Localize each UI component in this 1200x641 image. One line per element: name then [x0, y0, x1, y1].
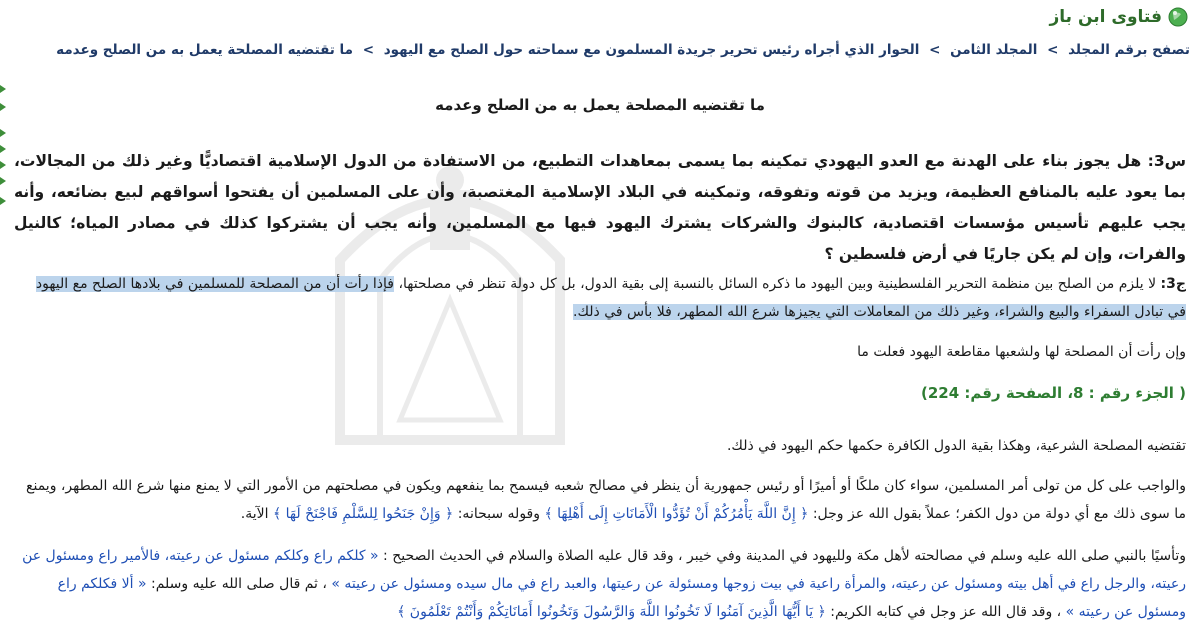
- quran-verse-1[interactable]: ﴿ إِنَّ اللَّهَ يَأْمُرُكُمْ أَنْ تُؤَدُّوا الْأَمَانَاتِ إِلَى أَهْلِهَا ﴾: [544, 506, 809, 522]
- rail-marker-icon: [0, 145, 6, 153]
- breadcrumb-item-volume[interactable]: المجلد الثامن: [950, 42, 1038, 58]
- rail-marker-icon: [0, 129, 6, 137]
- paragraph-4: [14, 472, 1186, 528]
- paragraph-4-start: والواجب على كل من تولى أمر المسلمين، سواء كان ملكًا أو أميرًا أو رئيس جمهورية أن ينظر في مصالح شعبه فيسمح بما ينفعهم ويكون في مصلحتهم من الأمور التي لا يمنع منها شرع الله المطهر، ويمنع ما سوى ذلك مع أي دولة من دول الكفر؛ عملاً بقول الله عز وجل:: [26, 478, 1186, 522]
- quran-verse-2[interactable]: ﴿ وَإِنْ جَنَحُوا لِلسَّلْمِ فَاجْنَحْ لَهَا ﴾: [272, 506, 454, 522]
- breadcrumb-item-browse[interactable]: تصفح برقم المجلد: [1068, 42, 1190, 58]
- paragraph-3: تقتضيه المصلحة الشرعية، وهكذا بقية الدول الكافرة حكمها حكم اليهود في ذلك.: [726, 438, 1186, 454]
- rail-marker-icon: [0, 161, 6, 169]
- paragraph-4-end: الآية.: [240, 506, 273, 522]
- breadcrumb: [56, 42, 1190, 58]
- question-text: س3: هل يجوز بناء على الهدنة مع العدو اليهودي تمكينه بما يسمى بمعاهدات التطبيع، من الاستفادة من الدول الإسلامية اقتصاديًّا وغير ذلك من المجالات، بما يعود عليه بالمنافع العظيمة، ويزيد من قوته وتفوقه، وتمكينه في البلاد الإسلامية المغتصبة، وأن على المسلمين أن يفتحوا أسواقهم لبيع بضائعه، وأنه يجب عليهم تأسيس مؤسسات اقتصادية، كالبنوك والشركات يشترك اليهود فيها مع المسلمين، وأنه يجب أن يشتركوا كذلك في مصادر المياه؛ كالنيل والفرات، وإن لم يكن جاريًا في أرض فلسطين ؟: [14, 152, 1186, 263]
- paragraph-4-mid: وقوله سبحانه:: [453, 506, 545, 522]
- quran-verse-3[interactable]: ﴿ يَا أَيُّهَا الَّذِينَ آمَنُوا لَا تَخُونُوا اللَّهَ وَالرَّسُولَ وَتَخُونُوا أَمَانَاتِكُمْ وَأَنْتُمْ تَعْلَمُونَ ﴾: [397, 604, 826, 620]
- hadith-1[interactable]: « كلكم راع وكلكم مسئول عن رعيته، فالأمير راع ومسئول عن رعيته، والرجل راع في أهل بيته ومسئول عن رعيته، والمرأة راعية في بيت زوجها ومسئولة عن رعيتها، والعبد راع في مال سيده ومسئول عن رعيته »: [22, 548, 1186, 592]
- answer-label: ج3:: [1160, 276, 1186, 292]
- hadith-2[interactable]: « ألا فكلكم راع ومسئول عن رعيته »: [57, 576, 1186, 620]
- site-title[interactable]: فتاوى ابن باز: [1049, 7, 1162, 27]
- breadcrumb-item-current[interactable]: ما تقتضيه المصلحة يعمل به من الصلح وعدمه: [56, 42, 353, 58]
- rail-marker-icon: [0, 85, 6, 93]
- breadcrumb-separator: >: [1047, 42, 1059, 58]
- paragraph-5-end: ، وقد قال الله عز وجل في كتابه الكريم:: [825, 604, 1066, 620]
- answer-text: [14, 270, 1186, 326]
- paragraph-5-mid: ، ثم قال صلى الله عليه وسلم:: [146, 576, 332, 592]
- left-rail-markers: [0, 85, 8, 641]
- site-header: [1049, 4, 1188, 30]
- paragraph-2: وإن رأت أن المصلحة لها ولشعبها مقاطعة اليهود فعلت ما: [857, 344, 1186, 360]
- rail-marker-icon: [0, 177, 6, 185]
- breadcrumb-separator: >: [929, 42, 941, 58]
- page-reference: ( الجزء رقم : 8، الصفحة رقم: 224): [921, 384, 1186, 402]
- answer-selected-text: فإذا رأت أن من المصلحة للمسلمين في بلادها الصلح مع اليهود في تبادل السفراء والبيع والشراء، وغير ذلك من المعاملات التي يجيزها شرع الله المطهر، فلا بأس في ذلك.: [35, 276, 1186, 320]
- answer-plain: لا يلزم من الصلح بين منظمة التحرير الفلسطينية وبين اليهود ما ذكره السائل بالنسبة إلى بقية الدول، بل كل دولة تنظر في مصلحتها،: [394, 276, 1161, 292]
- green-globe-icon: [1168, 7, 1188, 27]
- rail-marker-icon: [0, 197, 6, 205]
- breadcrumb-item-interview[interactable]: الحوار الذي أجراه رئيس تحرير جريدة المسلمون مع سماحته حول الصلح مع اليهود: [383, 42, 920, 58]
- breadcrumb-separator: >: [362, 42, 375, 58]
- page-title: ما تقتضيه المصلحة يعمل به من الصلح وعدمه: [435, 96, 765, 114]
- paragraph-5: [14, 542, 1186, 626]
- paragraph-5-start: وتأسيًا بالنبي صلى الله عليه وسلم في مصالحته لأهل مكة ولليهود في المدينة وفي خيبر ، وقد قال عليه الصلاة والسلام في الحديث الصحيح :: [378, 548, 1186, 564]
